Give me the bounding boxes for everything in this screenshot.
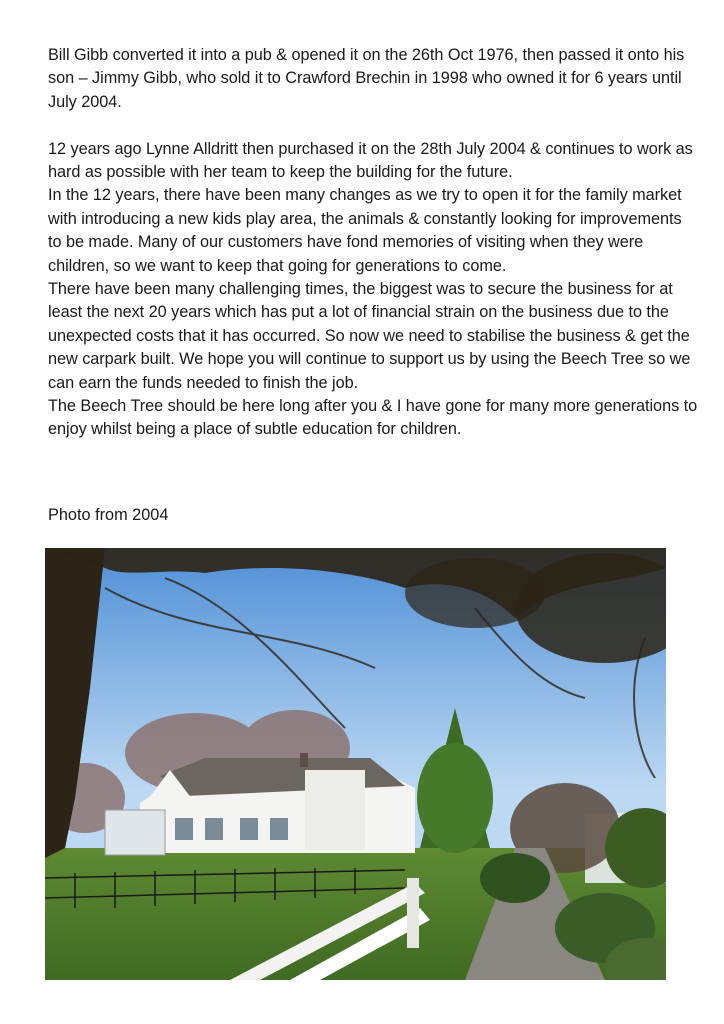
paragraph-future: The Beech Tree should be here long after you & I have gone for many more generations to enjoy whilst being a place of subtle education for children.: [48, 397, 698, 439]
photo-illustration: [45, 548, 666, 980]
paragraph-changes: In the 12 years, there have been many changes as we try to open it for the family market with introducing a new kids play area, the animals & constantly looking for improvements to be made. Many of our customers have fond memories of visiting when they were children, so we want to keep that going for generations to come.: [48, 186, 682, 275]
photo-caption: Photo from 2004: [48, 506, 169, 524]
paragraph-challenges: There have been many challenging times, the biggest was to secure the business for at least the next 20 years which has put a lot of financial strain on the business due to the unexpected costs that it has occurred. So now we need to stabilise the business & get the new carpark built. We hope you will continue to support us by using the Beech Tree so we can earn the funds needed to finish the job.: [48, 280, 691, 392]
paragraph-history: Bill Gibb converted it into a pub & opened it on the 26th Oct 1976, then passed it onto his son – Jimmy Gibb, who sold it to Crawford Brechin in 1998 who owned it for 6 years until July 2004.: [48, 46, 685, 111]
paragraph-purchase: 12 years ago Lynne Alldritt then purchased it on the 28th July 2004 & continues to work as hard as possible with her team to keep the building for the future.: [48, 139, 693, 182]
photo-2004: [45, 548, 666, 980]
body-text: [48, 44, 698, 442]
